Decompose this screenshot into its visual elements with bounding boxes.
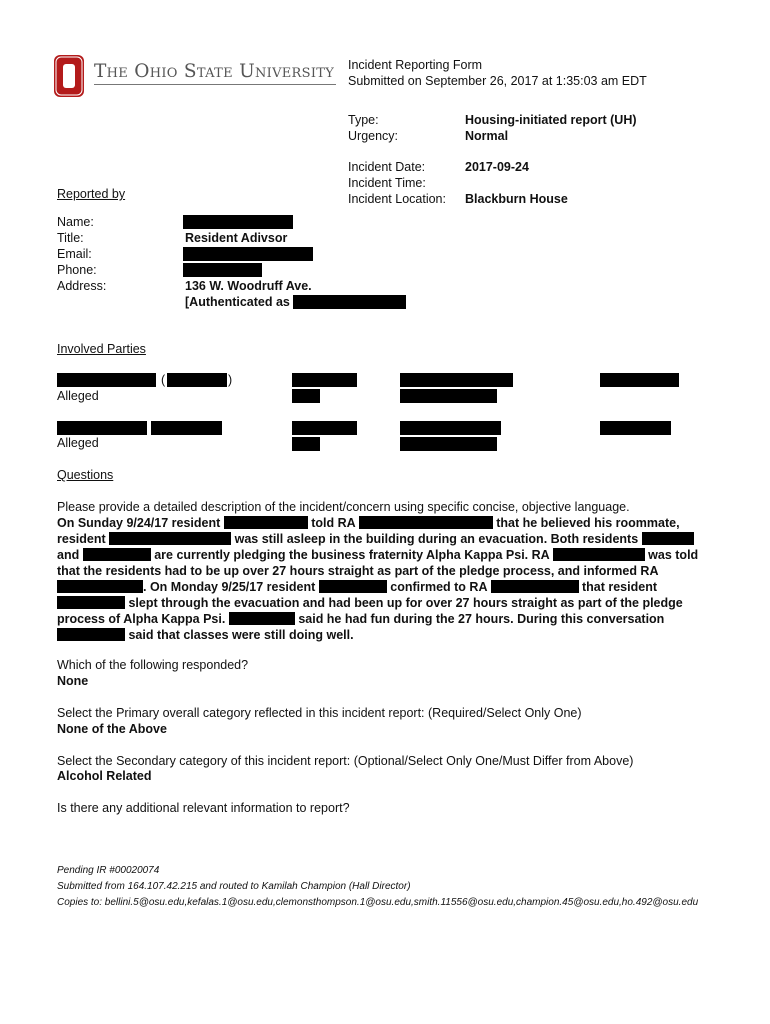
phone-label: Phone:	[57, 263, 97, 277]
osu-block-o-logo	[54, 55, 84, 97]
party2-role: Alleged	[57, 436, 99, 450]
incident-time-label: Incident Time:	[348, 176, 426, 190]
redacted-text	[57, 580, 143, 593]
address-label: Address:	[57, 279, 107, 293]
question-additional-info: Is there any additional relevant information to report?	[57, 801, 350, 815]
redacted-party1-id	[167, 373, 227, 387]
redacted-text	[224, 516, 308, 529]
redacted-party2-field	[400, 437, 497, 451]
answer-segment: said he had fun during the 27 hours. During this conversation	[298, 612, 665, 626]
name-label: Name:	[57, 215, 94, 229]
answer-segment: and	[57, 548, 80, 562]
answer-description	[57, 515, 707, 643]
involved-parties-heading: Involved Parties	[57, 342, 146, 356]
copies-to: Copies to: bellini.5@osu.edu,kefalas.1@osu.edu,clemonsthompson.1@osu.edu,smith.11556@osu.edu,champion.45@osu.edu,ho.492@osu.edu	[57, 897, 699, 908]
question-responded: Which of the following responded?	[57, 658, 249, 672]
redacted-party1-field	[292, 389, 320, 403]
answer-segment: . On Monday 9/25/17 resident	[143, 580, 316, 594]
redacted-party2-field	[400, 421, 501, 435]
answer-segment: that he believed his roommate,	[496, 516, 680, 530]
redacted-party2-field	[600, 421, 671, 435]
redacted-text	[319, 580, 387, 593]
party1-close-paren: )	[228, 373, 233, 387]
redacted-text	[359, 516, 493, 529]
redacted-text	[229, 612, 295, 625]
answer-segment: told RA	[311, 516, 356, 530]
redacted-party1-name	[57, 373, 156, 387]
address-line1: 136 W. Woodruff Ave.	[185, 279, 312, 293]
title-label: Title:	[57, 231, 84, 245]
type-value: Housing-initiated report (UH)	[465, 113, 637, 127]
logo-divider	[94, 84, 336, 85]
redacted-party1-field	[600, 373, 679, 387]
redacted-party2-name	[57, 421, 147, 435]
incident-date-label: Incident Date:	[348, 160, 426, 174]
type-label: Type:	[348, 113, 379, 127]
question-secondary-category: Select the Secondary category of this incident report: (Optional/Select Only One/Must Differ from Above)	[57, 754, 634, 768]
routing-info: Submitted from 164.107.42.215 and routed to Kamilah Champion (Hall Director)	[57, 881, 411, 892]
incident-location-label: Incident Location:	[348, 192, 446, 206]
redacted-party2-field	[292, 421, 357, 435]
redacted-phone	[183, 263, 262, 277]
pending-ir-number: Pending IR #00020074	[57, 865, 160, 876]
urgency-value: Normal	[465, 129, 509, 143]
redacted-party1-field	[400, 389, 497, 403]
redacted-party2-id	[151, 421, 222, 435]
redacted-text	[83, 548, 151, 561]
redacted-text	[109, 532, 231, 545]
form-title: Incident Reporting Form	[348, 58, 483, 72]
address-line2: [Authenticated as	[185, 295, 290, 309]
question-primary-category: Select the Primary overall category reflected in this incident report: (Required/Select Only One)	[57, 706, 582, 720]
answer-segment: that resident	[581, 580, 657, 594]
logo-wordmark: The Ohio State University	[94, 61, 335, 82]
answer-segment: are currently pledging the business fraternity Alpha Kappa Psi. RA	[154, 548, 550, 562]
party1-role: Alleged	[57, 389, 99, 403]
answer-responded: None	[57, 674, 89, 688]
redacted-name	[183, 215, 293, 229]
redacted-email	[183, 247, 313, 261]
incident-location-value: Blackburn House	[465, 192, 568, 206]
reported-by-heading: Reported by	[57, 187, 126, 201]
answer-secondary-category: Alcohol Related	[57, 769, 152, 783]
question-description: Please provide a detailed description of the incident/concern using specific concise, objective language.	[57, 500, 630, 514]
answer-segment: was still asleep in the building during an evacuation. Both residents	[234, 532, 639, 546]
incident-date-value: 2017-09-24	[465, 160, 529, 174]
party1-open-paren: (	[161, 373, 166, 387]
redacted-text	[57, 628, 125, 641]
answer-segment: resident	[57, 532, 106, 546]
redacted-party1-field	[400, 373, 513, 387]
redacted-text	[642, 532, 694, 545]
answer-segment: said that classes were still doing well.	[128, 628, 354, 642]
email-label: Email:	[57, 247, 92, 261]
title-value: Resident Adivsor	[185, 231, 288, 245]
submitted-date: Submitted on September 26, 2017 at 1:35:03 am EDT	[348, 74, 647, 88]
redacted-text	[57, 596, 125, 609]
answer-segment: On Sunday 9/24/17 resident	[57, 516, 221, 530]
urgency-label: Urgency:	[348, 129, 399, 143]
redacted-party1-field	[292, 373, 357, 387]
redacted-text	[553, 548, 645, 561]
redacted-text	[491, 580, 579, 593]
answer-segment: slept through the evacuation and had been up for over 27 hours straight as part of the pledge process of Alpha Kappa Psi.	[57, 596, 683, 626]
redacted-party2-field	[292, 437, 320, 451]
questions-heading: Questions	[57, 468, 114, 482]
redacted-auth-id	[293, 295, 406, 309]
answer-segment: confirmed to RA	[390, 580, 488, 594]
answer-primary-category: None of the Above	[57, 722, 167, 736]
answer-segment: was told that the residents had to be up over 27 hours straight as part of the pledge process, and informed RA	[57, 548, 699, 578]
